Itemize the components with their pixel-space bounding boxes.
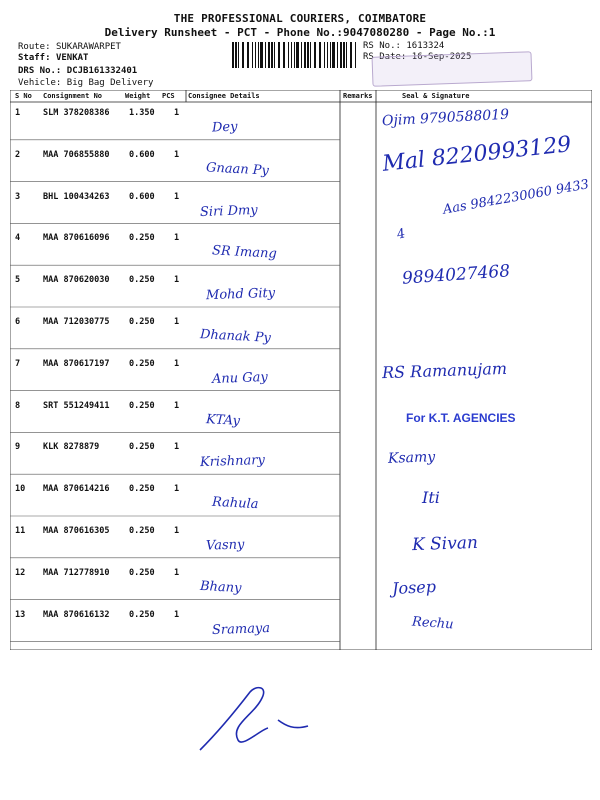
barcode-bar [330,42,331,68]
drs-label: DRS No.: [18,66,62,76]
col-consignee: Consignee Details [188,92,260,100]
cell-weight: 0.250 [129,442,155,453]
rs-date-value: 16-Sep-2025 [411,52,472,62]
barcode-bar [291,42,292,68]
cell-consignment: MAA 870616132 [43,609,110,620]
cell-sno: 10 [15,484,26,495]
drs-value: DCJB161332401 [66,66,138,76]
cell-pcs: 1 [174,609,180,620]
cell-consignee-signature: Dhanak Py [199,327,272,346]
cell-seal-signature: Josep [391,576,437,598]
barcode-bar [314,42,316,68]
cell-seal-signature: 9894027468 [401,261,511,289]
cell-sno: 8 [15,400,21,411]
cell-consignee-signature: KTAy [205,411,241,429]
barcode-bar [327,42,328,68]
cell-seal-signature: Iti [422,488,440,508]
barcode-bar [307,42,309,68]
cell-weight: 0.600 [129,149,155,160]
cell-weight: 0.250 [129,358,155,369]
cell-weight: 1.350 [129,108,155,118]
barcode-bar [355,42,356,68]
bottom-scribble [190,680,320,760]
barcode-bar [301,42,302,68]
cell-seal-signature: 4 [395,226,407,244]
cell-sno: 13 [15,609,26,620]
barcode-bar [260,42,263,68]
cell-weight: 0.250 [129,526,155,536]
cell-weight: 0.250 [129,233,155,244]
cell-consignment: MAA 870616096 [43,233,110,244]
cell-sno: 6 [15,317,21,327]
drs-line [18,66,137,77]
cell-consignment: BHL 100434263 [43,191,110,202]
vehicle-line [18,78,153,89]
cell-pcs: 1 [174,317,180,327]
cell-sno: 4 [15,233,21,244]
barcode-bar [258,42,259,68]
cell-consignee-signature: Anu Gay [211,369,268,387]
col-seal: Seal & Signature [402,92,470,100]
cell-sno: 5 [15,275,21,286]
cell-consignee-signature: Gnaan Py [205,160,270,179]
barcode-image [232,42,356,68]
cell-consignment: MAA 870616305 [43,526,110,536]
cell-weight: 0.250 [129,609,155,620]
cell-consignee-signature: Siri Dmy [199,202,258,220]
cell-consignment: MAA 712778910 [43,567,110,578]
cell-weight: 0.250 [129,400,155,411]
cell-consignee-signature: Rahula [211,494,259,513]
barcode-bar [310,42,311,68]
cell-pcs: 1 [174,400,180,411]
cell-consignment: SRT 551249411 [43,400,110,411]
cell-sno: 2 [15,149,21,160]
cell-consignment: MAA 706855880 [43,149,110,160]
barcode-bar [332,42,335,68]
route-line [18,42,121,53]
vehicle-label: Vehicle: [18,78,62,88]
barcode-bar [278,42,280,68]
barcode-bar [235,42,237,68]
barcode-bar [238,42,239,68]
barcode-bar [294,42,295,68]
cell-pcs: 1 [174,233,180,244]
cell-pcs: 1 [174,567,180,578]
staff-line [18,53,88,64]
col-consignment: Consignment No [43,92,103,100]
staff-value: VENKAT [55,53,89,63]
cell-sno: 1 [15,108,21,118]
barcode-bar [296,42,299,68]
rs-no-value: 1613324 [406,41,445,51]
cell-seal-signature: Ojim 9790588019 [381,106,510,130]
cell-seal-signature: Ksamy [387,449,436,468]
received-stamp [372,51,533,87]
cell-seal-signature: K Sivan [411,532,479,556]
vehicle-value: Big Bag Delivery [66,78,154,88]
barcode-bar [283,42,285,68]
cell-weight: 0.250 [129,567,155,578]
barcode-bar [242,42,244,68]
cell-sno: 7 [15,358,21,369]
cell-pcs: 1 [174,526,180,536]
cell-consignment: MAA 870617197 [43,358,110,369]
cell-pcs: 1 [174,275,180,286]
barcode-bar [337,42,338,68]
cell-consignee-signature: Vasny [205,537,245,554]
barcode-bar [319,42,321,68]
rs-no-line [363,41,444,52]
barcode-bar [255,42,256,68]
barcode-bar [346,42,347,68]
cell-consignee-signature: Mohd Gity [205,285,276,304]
col-remarks: Remarks [343,92,373,100]
barcode-bar [274,42,275,68]
rs-no-label: RS No.: [363,41,401,51]
page-subtitle: Delivery Runsheet - PCT - Phone No.:9047080280 - Page No.:1 [104,26,496,39]
cell-pcs: 1 [174,149,180,160]
route-value: SUKARAWARPET [55,42,121,52]
cell-seal-signature: RS Ramanujam [381,358,508,382]
cell-pcs: 1 [174,108,180,118]
col-sno: S No [15,92,32,100]
barcode-bar [350,42,352,68]
rs-date-label: RS Date: [363,52,407,62]
cell-pcs: 1 [174,191,180,202]
col-weight: Weight [125,92,151,100]
barcode-bar [304,42,306,68]
cell-seal-signature: Aas 9842230060 9433 [441,176,591,218]
cell-pcs: 1 [174,442,180,453]
barcode-bar [252,42,253,68]
barcode-bar [232,42,234,68]
cell-consignee-signature: Bhany [199,578,242,596]
cell-consignment: SLM 378208386 [43,108,110,118]
barcode-bar [343,42,345,68]
cell-consignee-signature: Sramaya [211,620,271,638]
cell-consignee-signature: Dey [211,119,238,136]
cell-weight: 0.250 [129,484,155,495]
cell-seal-signature: Mal 8220993129 [381,131,573,177]
cell-consignment: MAA 712030775 [43,317,110,327]
barcode-bar [288,42,289,68]
cell-weight: 0.600 [129,191,155,202]
cell-seal-signature: Rechu [411,614,454,633]
cell-weight: 0.250 [129,275,155,286]
barcode-bar [268,42,270,68]
cell-consignment: KLK 8278879 [43,442,100,453]
barcode-bar [271,42,273,68]
cell-consignee-signature: Krishnary [199,453,266,471]
cell-consignment: MAA 870620030 [43,275,110,286]
cell-pcs: 1 [174,358,180,369]
cell-seal-agency-stamp: For K.T. AGENCIES [406,410,516,425]
cell-sno: 12 [15,567,26,578]
cell-sno: 9 [15,442,21,453]
cell-consignee-signature: SR Imang [211,243,278,263]
cell-consignment: MAA 870614216 [43,484,110,495]
barcode-bar [265,42,266,68]
route-label: Route: [18,42,51,52]
barcode-bar [324,42,325,68]
barcode-bar [247,42,249,68]
staff-label: Staff: [18,53,51,63]
cell-sno: 11 [15,526,26,536]
page-title: THE PROFESSIONAL COURIERS, COIMBATORE [173,12,427,25]
cell-weight: 0.250 [129,317,155,327]
col-pcs: PCS [162,92,175,100]
cell-pcs: 1 [174,484,180,495]
barcode-bar [340,42,342,68]
cell-sno: 3 [15,191,21,202]
